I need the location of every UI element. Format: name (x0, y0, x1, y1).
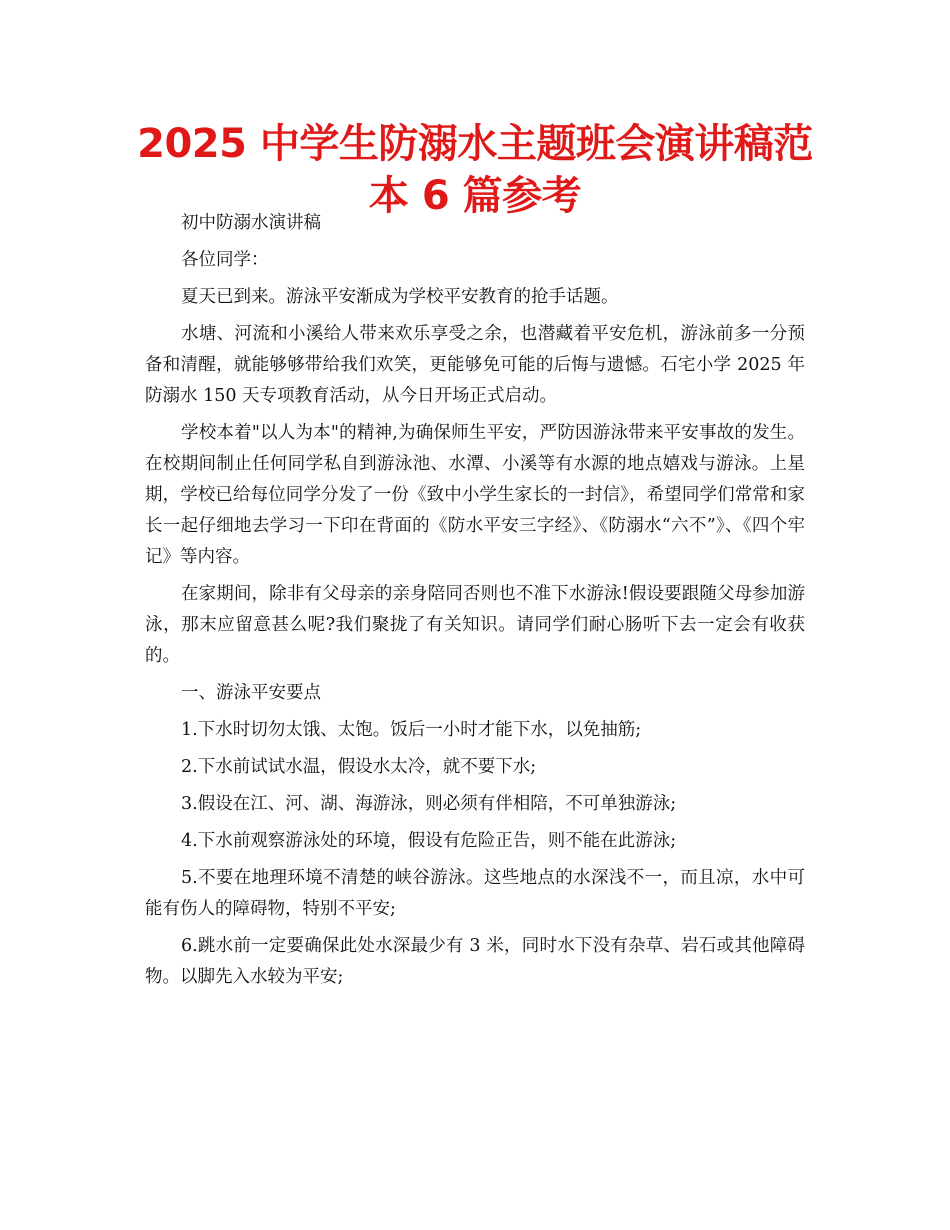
document-title: 2025 中学生防溺水主题班会演讲稿范本 6 篇参考 (137, 121, 813, 219)
list-item: 5.不要在地理环境不清楚的峡谷游泳。这些地点的水深浅不一，而且凉，水中可能有伤人的障碍物，特别不平安; (145, 868, 805, 919)
paragraph-heading: 初中防溺水演讲稿 (181, 213, 321, 233)
list-item: 6.跳水前一定要确保此处水深最少有 3 米，同时水下没有杂草、岩石或其他障碍物。以脚先入水较为平安; (145, 936, 805, 987)
list-item: 4.下水前观察游泳处的环境，假设有危险正告，则不能在此游泳; (181, 831, 677, 851)
list-item: 1.下水时切勿太饿、太饱。饭后一小时才能下水，以免抽筋; (181, 720, 642, 740)
paragraph: 在家期间，除非有父母亲的亲身陪同否则也不准下水游泳!假设要跟随父母参加游泳，那末应留意甚么呢?我们聚拢了有关知识。请同学们耐心肠听下去一定会有收获的。 (145, 584, 805, 666)
section-heading: 一、游泳平安要点 (181, 683, 321, 703)
paragraph-salutation: 各位同学： (181, 250, 269, 270)
paragraph: 夏天已到来。游泳平安渐成为学校平安教育的抢手话题。 (181, 287, 619, 307)
list-item: 2.下水前试试水温，假设水太冷，就不要下水; (181, 757, 537, 777)
list-item: 3.假设在江、河、湖、海游泳，则必须有伴相陪，不可单独游泳; (181, 794, 677, 814)
document-body (145, 208, 805, 999)
paragraph: 学校本着"以人为本"的精神,为确保师生平安，严防因游泳带来平安事故的发生。在校期间制止任何同学私自到游泳池、水潭、小溪等有水源的地点嬉戏与游泳。上星期，学校已给每位同学分发了一份《致中小学生家长的一封信》，希望同学们常常和家长一起仔细地去学习一下印在背面的《防水平安三字经》、《防溺水“六不”》、《四个牢记》等内容。 (145, 423, 805, 567)
paragraph: 水塘、河流和小溪给人带来欢乐享受之余，也潜藏着平安危机，游泳前多一分预备和清醒，就能够够带给我们欢笑，更能够免可能的后悔与遗憾。石宅小学 2025 年防溺水 150 天专项教育活动，从今日开场正式启动。 (145, 324, 805, 406)
